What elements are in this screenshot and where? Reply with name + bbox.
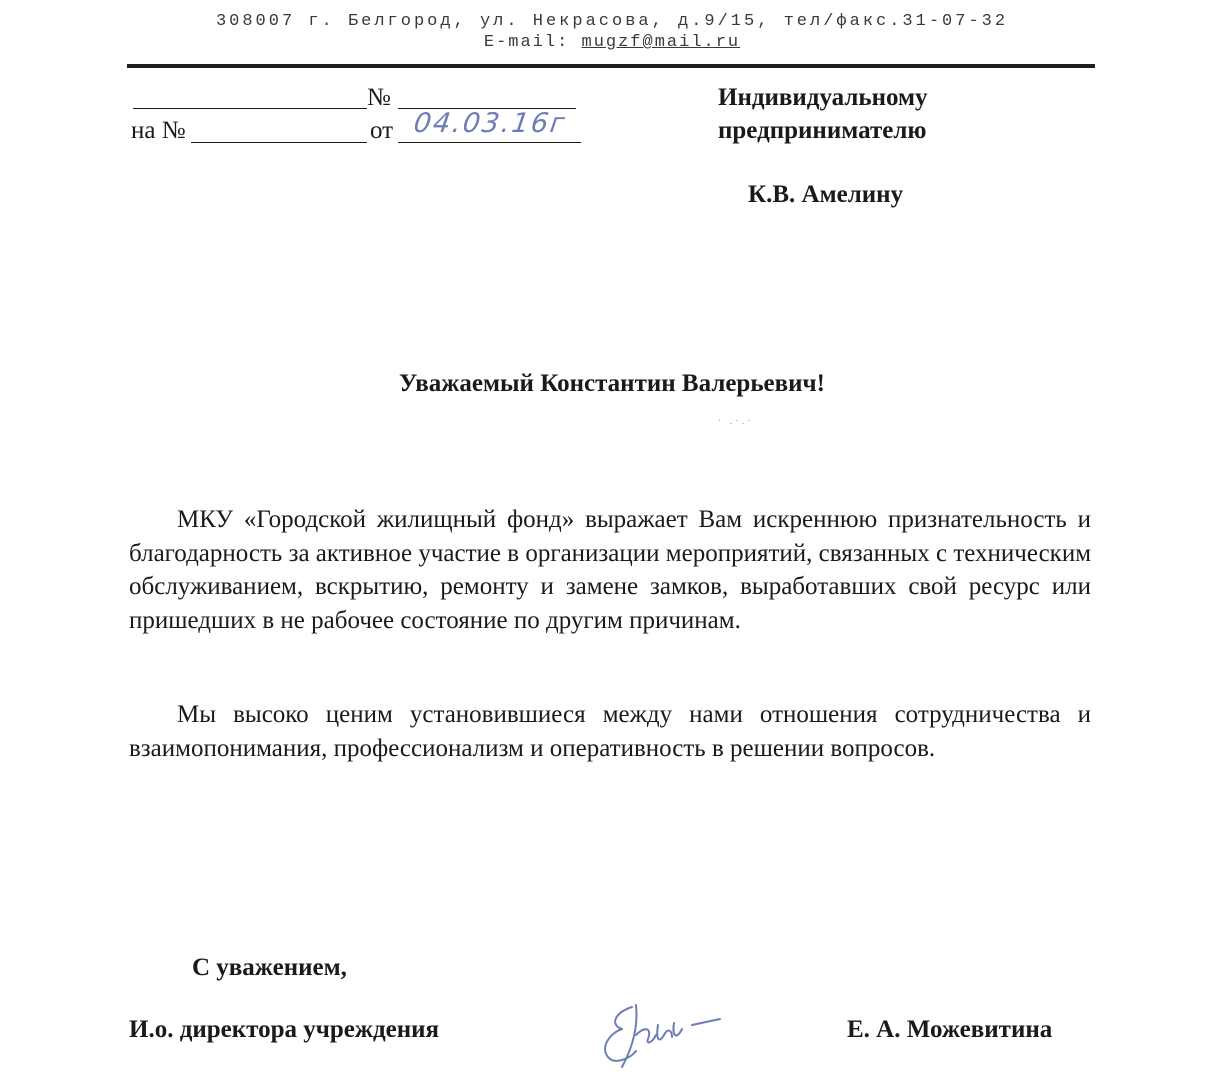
signer-name: Е. А. Можевитина	[847, 1016, 1053, 1043]
letterhead-email-line	[0, 33, 1224, 52]
body-paragraph-1: МКУ «Городской жилищный фонд» выражает Вам искреннюю признательность и благодарность за активное участие в организации мероприятий, связанных с техническим обслуживанием, вскрытию, ремонту и замене замков, выработавших свой ресурс или пришедших в не рабочее состояние по другим причинам.	[129, 506, 1092, 634]
handwritten-date: 04.03.16г	[411, 108, 569, 139]
signer-position: И.о. директора учреждения	[129, 1016, 440, 1043]
email-label: E-mail:	[483, 33, 570, 52]
number-sign: №	[367, 84, 391, 111]
salutation: Уважаемый Константин Валерьевич!	[398, 370, 825, 397]
handwritten-signature	[592, 995, 742, 1075]
addressee-line1: Индивидуальному	[718, 84, 928, 111]
addressee-line2: предпринимателю	[718, 117, 927, 144]
outgoing-number-value-blank	[398, 88, 576, 109]
letterhead-address: 308007 г. Белгород, ул. Некрасова, д.9/15, тел/факс.31-07-32	[215, 12, 1009, 31]
closing-regards: С уважением,	[192, 954, 347, 981]
outgoing-number-blank	[133, 88, 367, 109]
body-paragraph-2: Мы высоко ценим установившиеся между нами отношения сотрудничества и взаимопонимания, профессионализм и оперативность в решении вопросов.	[129, 701, 1091, 762]
letterhead-divider	[127, 64, 1095, 68]
email-link[interactable]: mugzf@mail.ru	[581, 33, 741, 52]
addressee-name: К.В. Амелину	[748, 181, 904, 208]
reply-to-prefix: на №	[131, 117, 186, 144]
date-from-label: от	[370, 117, 394, 144]
scan-speck: · .·.·	[718, 416, 754, 427]
reply-number-blank	[191, 122, 367, 143]
